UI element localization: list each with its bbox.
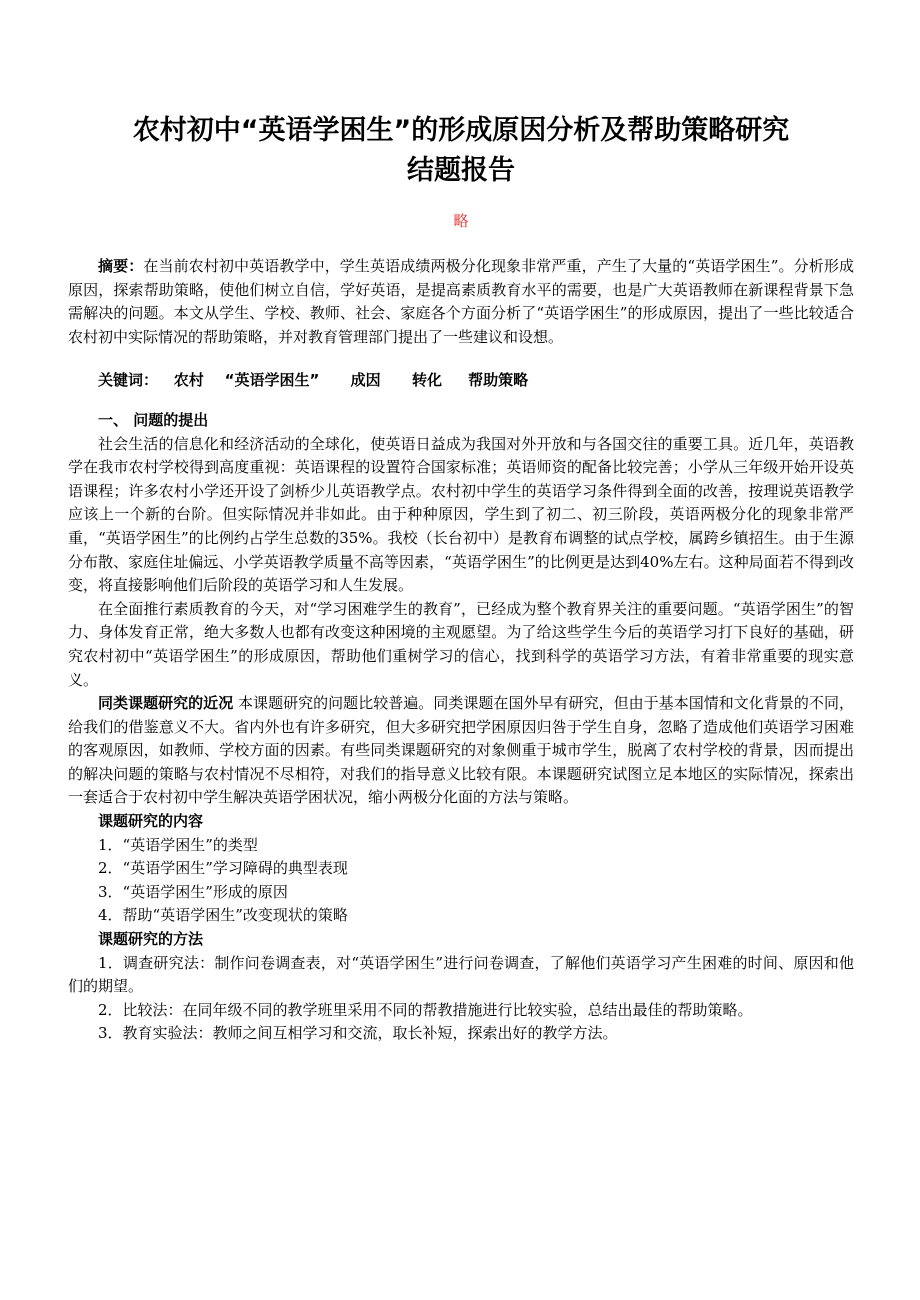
abstract-label: 摘要： <box>98 257 144 275</box>
title-line-2: 结题报告 <box>407 155 515 186</box>
paragraph-lead: 同类课题研究的近况 <box>98 694 234 713</box>
list-item: 3．教育实验法：教师之间互相学习和交流，取长补短，探索出好的教学方法。 <box>98 1024 618 1043</box>
list-item: 1．调查研究法：制作问卷调查表，对“英语学困生”进行问卷调查，了解他们英语学习产生困难的时间、原因和他们的期望。 <box>68 953 854 996</box>
keyword: 帮助策略 <box>468 371 529 390</box>
keyword: 转化 <box>412 371 443 390</box>
paragraph: 在全面推行素质教育的今天，对“学习困难学生的教育”，已经成为整个教育界关注的重要问题。“英语学困生”的智力、身体发育正常，绝大多数人也都有改变这种困境的主观愿望。为了给这些学生今后的英语学习打下良好的基础，研究农村初中“英语学困生”的形成原因，帮助他们重树学习的信心，找到科学的英语学习方法，有着非常重要的现实意义。 <box>68 599 854 689</box>
paragraph: 社会生活的信息化和经济活动的全球化，使英语日益成为我国对外开放和与各国交往的重要工具。近几年，英语教学在我市农村学校得到高度重视：英语课程的设置符合国家标准；英语师资的配备比较完善；小学从三年级开始开设英语课程；许多农村小学还开设了剑桥少儿英语教学点。农村初中学生的英语学习条件得到全面的改善，按理说英语教学应该上一个新的台阶。但实际情况并非如此。由于种种原因，学生到了初二、初三阶段，英语两极分化的现象非常严重，“英语学困生”的比例约占学生总数的35%。我校（长台初中）是教育布调整的试点学校，属跨乡镇招生。由于生源分布散、家庭住址偏远、小学英语教学质量不高等因素，“英语学困生”的比例更是达到40%左右。这种局面若不得到改变，将直接影响他们后阶段的英语学习和人生发展。 <box>68 434 854 595</box>
list-item: 4．帮助“英语学困生”改变现状的策略 <box>98 906 348 925</box>
keywords <box>68 369 854 393</box>
subsection-heading: 课题研究的内容 <box>98 812 204 831</box>
paragraph <box>68 692 854 810</box>
keyword: “英语学困生” <box>224 371 320 390</box>
keyword: 成因 <box>350 371 381 390</box>
abstract <box>68 255 854 349</box>
section-heading: 一、 问题的提出 <box>98 410 209 429</box>
keywords-label: 关键词： <box>98 371 159 390</box>
list-item: 1．“英语学困生”的类型 <box>98 835 258 854</box>
list-item: 2．“英语学困生”学习障碍的典型表现 <box>98 859 348 878</box>
document-body <box>68 255 854 1046</box>
paragraph-text: 本课题研究的问题比较普遍。同类课题在国外早有研究，但由于基本国情和文化背景的不同，给我们的借鉴意义不大。省内外也有许多研究，但大多研究把学困原因归咎于学生自身，忽略了造成他们英语学习困难的客观原因，如教师、学校方面的因素。有些同类课题研究的对象侧重于城市学生，脱离了农村学校的背景，因而提出的解决问题的策略与农村情况不尽相符，对我们的指导意义比较有限。本课题研究试图立足本地区的实际情况，探索出一套适合于农村初中学生解决英语学困状况，缩小两极分化面的方法与策略。 <box>68 694 854 807</box>
subsection-heading: 课题研究的方法 <box>98 930 204 949</box>
title-line-1: 农村初中“英语学困生”的形成原因分析及帮助策略研究 <box>132 115 790 146</box>
author: 略 <box>453 212 469 230</box>
abstract-text: 在当前农村初中英语教学中，学生英语成绩两极分化现象非常严重，产生了大量的“英语学困生”。分析形成原因，探索帮助策略，使他们树立自信，学好英语，是提高素质教育水平的需要，也是广大英语教师在新课程背景下急需解决的问题。本文从学生、学校、教师、社会、家庭各个方面分析了“英语学困生”的形成原因，提出了一些比较适合农村初中实际情况的帮助策略，并对教育管理部门提出了一些建议和设想。 <box>68 257 854 346</box>
keyword: 农村 <box>173 371 204 390</box>
list-item: 2．比较法：在同年级不同的教学班里采用不同的帮教措施进行比较实验，总结出最佳的帮助策略。 <box>98 1000 753 1019</box>
list-item: 3．“英语学困生”形成的原因 <box>98 882 288 901</box>
